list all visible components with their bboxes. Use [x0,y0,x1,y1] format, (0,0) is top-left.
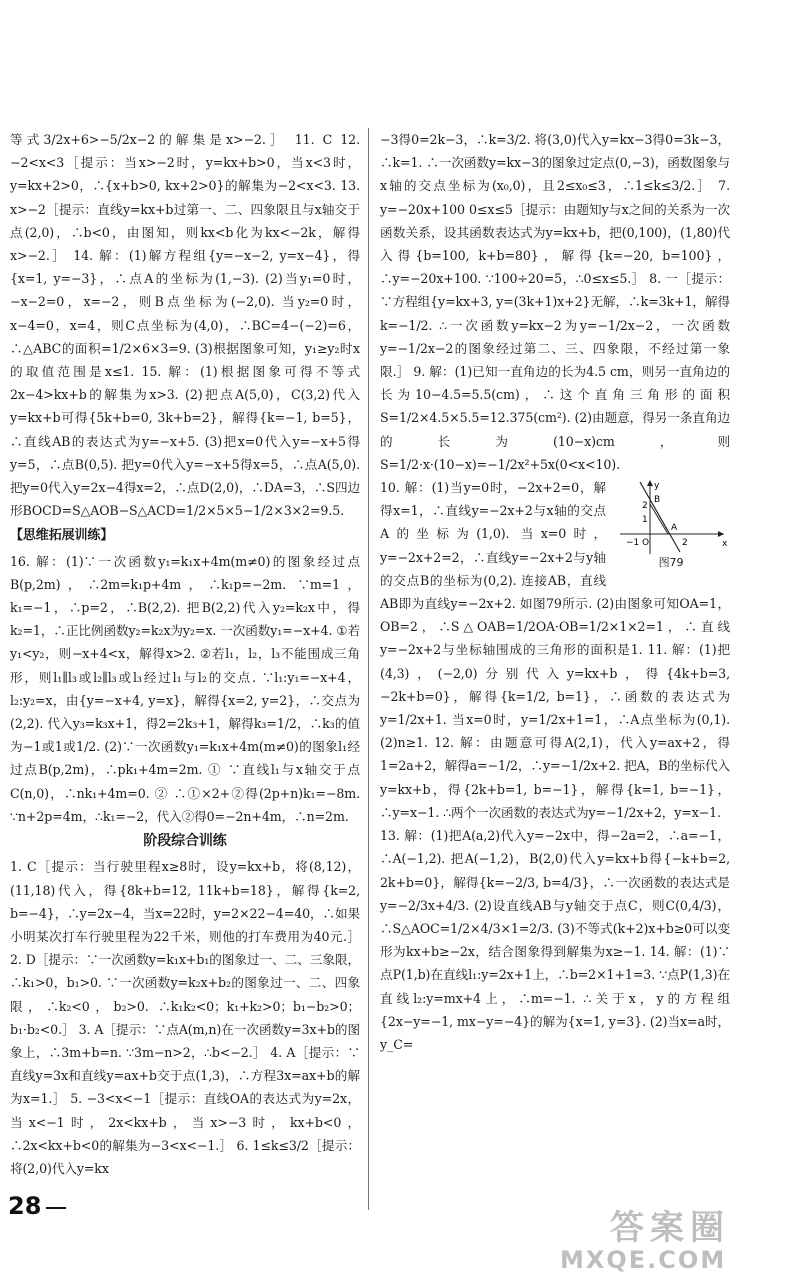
left-answers-part1: 等式3/2x+6>−5/2x−2的解集是x>−2.］ 11. C 12. −2<x<3［提示：当x>−2时，y=kx+b>0，当x<3时，y=kx+2>0，∴{x+b>0, kx+2>0}的解集为−2<x<3. 13. x>−2［提示：直线y=kx+b过第一、二、四象限且与x轴交于点(2,0)，∴b<0，由图知，则kx<b化为kx<−2k，解得x>−2.］ 14. 解：(1)解方程组{y=−x−2, y=x−4}，得{x=1, y=−3}，∴点A的坐标为(1,−3). (2)当y₁=0时，−x−2=0，x=−2，则B点坐标为(−2,0). 当y₂=0时，x−4=0，x=4，则C点坐标为(4,0)，∴BC=4−(−2)=6，∴△ABC的面积=1/2×6×3=9. (3)根据图象可知，y₁≥y₂时x的取值范围是x≤1. 15. 解：(1)根据图象可得不等式2x−4>kx+b的解集为x>3. (2)把点A(5,0)，C(3,2)代入y=kx+b可得{5k+b=0, 3k+b=2}，解得{k=−1, b=5}，∴直线AB的表达式为y=−x+5. (3)把x=0代入y=−x+5得y=5，∴点B(0,5). 把y=0代入y=−x+5得x=5，∴点A(5,0). 把y=0代入y=2x−4得x=2，∴点D(2,0)，∴DA=3，∴S四边形BOCD=S△AOB−S△ACD=1/2×5×5−1/2×3×2=9.5. [10,132,360,519]
tick-x-minus-1: −1 [626,538,640,549]
figure-79 [612,478,730,574]
x-axis-arrow [718,531,724,537]
right-answers-part1: −3得0=2k−3，∴k=3/2. 将(3,0)代入y=kx−3得0=3k−3，∴k=1. ∴一次函数y=kx−3的图象过定点(0,−3)，函数图象与x轴的交点坐标为(x₀,0)，且2≤x₀≤3，∴1≤k≤3/2.］ 7. y=−20x+100 0≤x≤5［提示：由题知y与x之间的关系为一次函数关系，设其函数表达式为y=kx+b，把(0,100)，(1,80)代入得{b=100, k+b=80}，解得{k=−20, b=100}，∴y=−20x+100. ∵100÷20=5，∴0≤x≤5.］ 8. 一［提示：∵方程组{y=kx+3, y=(3k+1)x+2}无解，∴k=3k+1，解得k=−1/2. ∴一次函数y=kx−2为y=−1/2x−2，一次函数y=−1/2x−2的图象经过第二、三、四象限，不经过第一象限.］ 9. 解：(1)已知一直角边的长为4.5 cm，则另一直角边的长为10−4.5=5.5(cm)，∴这个直角三角形的面积S=1/2×4.5×5.5=12.375(cm²). (2)由题意，得另一条直角边的长为(10−x)cm，则S=1/2·x·(10−x)=−1/2x²+5x(0<x<10). [380,132,730,472]
right-column [380,128,730,1208]
right-answers-part3: 13. 解：(1)把A(a,2)代入y=−2x中，得−2a=2，∴a=−1，∴A(−1,2). 把A(−1,2)，B(2,0)代入y=kx+b得{−k+b=2, 2k+b=0}，解得{k=−2/3, b=4/3}，∴一次函数的表达式是y=−2/3x+4/3. (2)设直线AB与y轴交于点C，则C(0,4/3)，∴S△AOC=1/2×4/3×1=2/3. (3)不等式(k+2)x+b≥0可以变形为kx+b≥−2x，结合图象得到解集为x≥−1. 14. 解：(1)∵点P(1,b)在直线l₁:y=2x+1上，∴b=2×1+1=3. ∵点P(1,3)在直线l₂:y=mx+4上，∴m=−1. ∴关于x，y的方程组{2x−y=−1, mx−y=−4}的解为{x=1, y=3}. (2)当x=a时，y_C= [380,828,730,1052]
section-title-stage-training: 阶段综合训练 [143,833,227,850]
left-column [10,128,360,1208]
right-answers-part2: 10. 解：(1)当y=0时，−2x+2=0，解得x=1，∴直线y=−2x+2与x轴的交点A的坐标为(1,0). 当x=0时，y=−2x+2=2，∴直线y=−2x+2与y轴的交点B的坐标为(0,2). 连接AB，直线AB即为直线y=−2x+2. 如图79所示. (2)由图象可知OA=1，OB=2，∴S△OAB=1/2OA·OB=1/2×1×2=1，∴直线y=−2x+2与坐标轴围成的三角形的面积是1. 11. 解：(1)把(4,3)，(−2,0)分别代入y=kx+b，得{4k+b=3, −2k+b=0}，解得{k=1/2, b=1}，∴函数的表达式为y=1/2x+1. 当x=0时，y=1/2x+1=1，∴A点坐标为(0,1). (2)n≥1. 12. 解：由题意可得A(2,1)，代入y=ax+2，得1=2a+2，解得a=−1/2，∴y=−1/2x+2. 把A，B的坐标代入y=kx+b，得{2k+b=1, b=−1}，解得{k=1, b=−1}，∴y=x−1. ∴两个一次函数的表达式为y=−1/2x+2，y=x−1. [380,480,730,820]
page-number: 28 [8,1192,42,1220]
column-divider [368,128,369,1210]
tick-y-2: 2 [642,501,648,512]
origin-label: O [642,538,649,549]
point-A-label: A [671,523,678,534]
point-B-label: B [654,495,661,506]
page-number-dash [46,1207,66,1209]
left-answers-part2: 16. 解：(1)∵一次函数y₁=k₁x+4m(m≠0)的图象经过点B(p,2m)，∴2m=k₁p+4m，∴k₁p=−2m. ∵m=1，k₁=−1，∴p=2，∴B(2,2). 把B(2,2)代入y₂=k₂x中，得k₂=1，∴正比例函数y₂=k₂x为y₂=x. 一次函数y₁=−x+4. ①若y₁<y₂，则−x+4<x，解得x>2. ②若l₁，l₂，l₃不能围成三角形，则l₁∥l₃或l₂∥l₃或l₃经过l₁与l₂的交点. ∵l₁:y₁=−x+4，l₂:y₂=x，由{y=−x+4, y=x}，解得{x=2, y=2}，∴交点为(2,2). 代入y₃=k₃x+1，得2=2k₃+1，解得k₃=1/2，∴k₃的值为−1或1或1/2. (2)∵一次函数y₁=k₁x+4m(m≠0)的图象l₁经过点B(p,2m)，∴pk₁+4m=2m. ① ∵直线l₁与x轴交于点C(n,0)，∴nk₁+4m=0. ② ∴①×2+②得(2p+n)k₁=−8m. ∵n+2p=4m，∴k₁=−2，代入②得0=−2n+4m，∴n=2m. [10,553,360,824]
section-title-thinking-training: 【思维拓展训练】 [10,528,114,544]
left-answers-part3: 1. C［提示：当行驶里程x≥8时，设y=kx+b，将(8,12)，(11,18)代入，得{8k+b=12, 11k+b=18}，解得{k=2, b=−4}，∴y=2x−4，当x=22时，y=2×22−4=40，∴如果小明某次打车行驶里程为22千米，则他的打车费用为40元.］ 2. D［提示：∵一次函数y=k₁x+b₁的图象过一、二、三象限，∴k₁>0，b₁>0. ∵一次函数y=k₂x+b₂的图象过一、二、四象限，∴k₂<0，b₂>0. ∴k₁k₂<0；k₁+k₂>0；b₁−b₂>0；b₁·b₂<0.］ 3. A［提示：∵点A(m,n)在一次函数y=3x+b的图象上，∴3m+b=n. ∵3m−n>2，∴b<−2.］ 4. A［提示：∵直线y=3x和直线y=ax+b交于点(1,3)，∴方程3x=ax+b的解为x=1.］ 5. −3<x<−1［提示：直线OA的表达式为y=2x，当x<−1时，2x<kx+b，当x>−3时，kx+b<0，∴2x<kx+b<0的解集为−3<x<−1.］ 6. 1≤k≤3/2［提示：将(2,0)代入y=kx [10,859,360,1176]
x-axis-label: x [722,539,728,550]
y-axis-label: y [654,481,660,492]
figure-caption: 图79 [658,556,684,570]
watermark-logo [550,1200,780,1280]
figure-79-graph [612,478,730,556]
watermark-top-text: 答案圈 [610,1208,730,1248]
tick-x-2: 2 [682,538,688,549]
watermark-bottom-text: MXQE.COM [560,1246,727,1274]
segment-AB [650,504,668,534]
tick-y-1: 1 [642,515,648,526]
y-axis-arrow [647,480,653,486]
